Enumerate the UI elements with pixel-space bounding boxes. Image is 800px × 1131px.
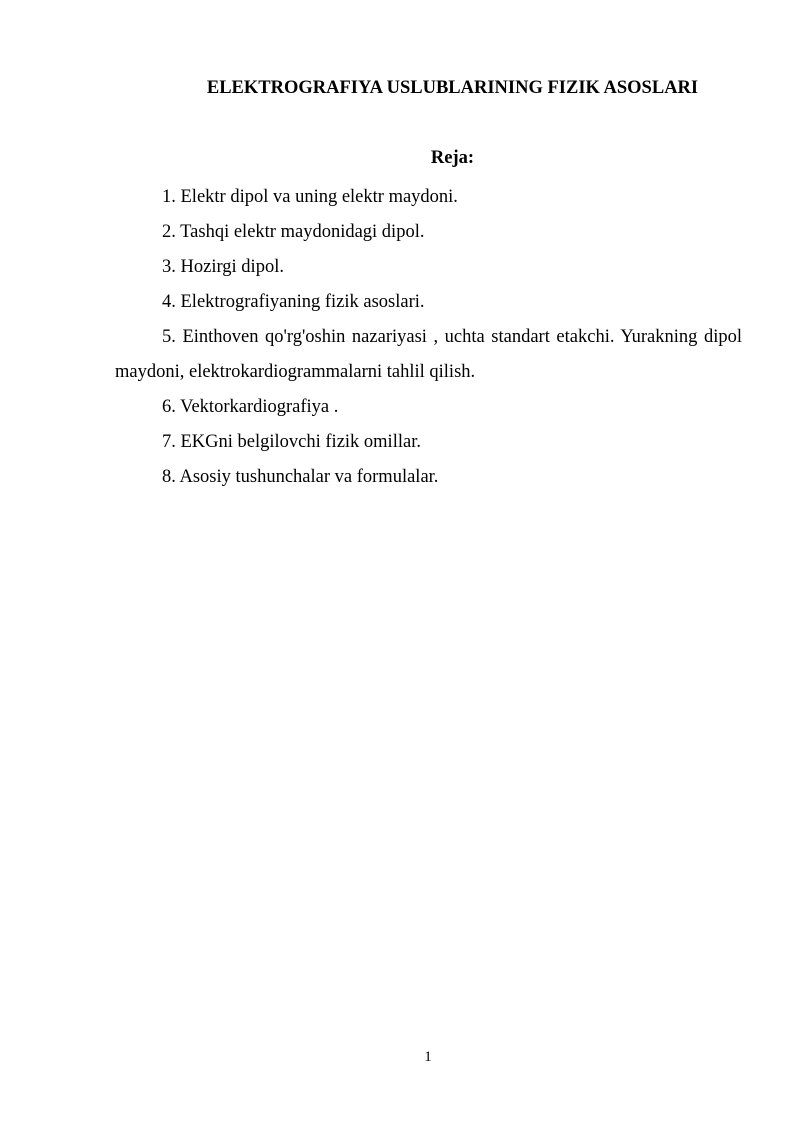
document-title: ELEKTROGRAFIYA USLUBLARINING FIZIK ASOSLARI [206,78,699,98]
plan-item: 8. Asosiy tushunchalar va formulalar. [162,467,439,487]
plan-item: 2. Tashqi elektr maydonidagi dipol. [162,222,425,242]
plan-item: 5. Einthoven qo'rg'oshin nazariyasi , uchta standart etakchi. Yurakning dipol maydoni, elektrokardiogrammalarni tahlil qilish. [115,327,742,382]
plan-item: 3. Hozirgi dipol. [162,257,284,277]
plan-heading: Reja: [430,148,475,168]
plan-item: 7. EKGni belgilovchi fizik omillar. [162,432,421,452]
plan-item: 4. Elektrografiyaning fizik asoslari. [162,292,425,312]
plan-item: 1. Elektr dipol va uning elektr maydoni. [162,187,458,207]
page-number: 1 [424,1049,432,1065]
plan-item: 6. Vektorkardiografiya . [162,397,339,417]
plan-list [115,180,742,495]
